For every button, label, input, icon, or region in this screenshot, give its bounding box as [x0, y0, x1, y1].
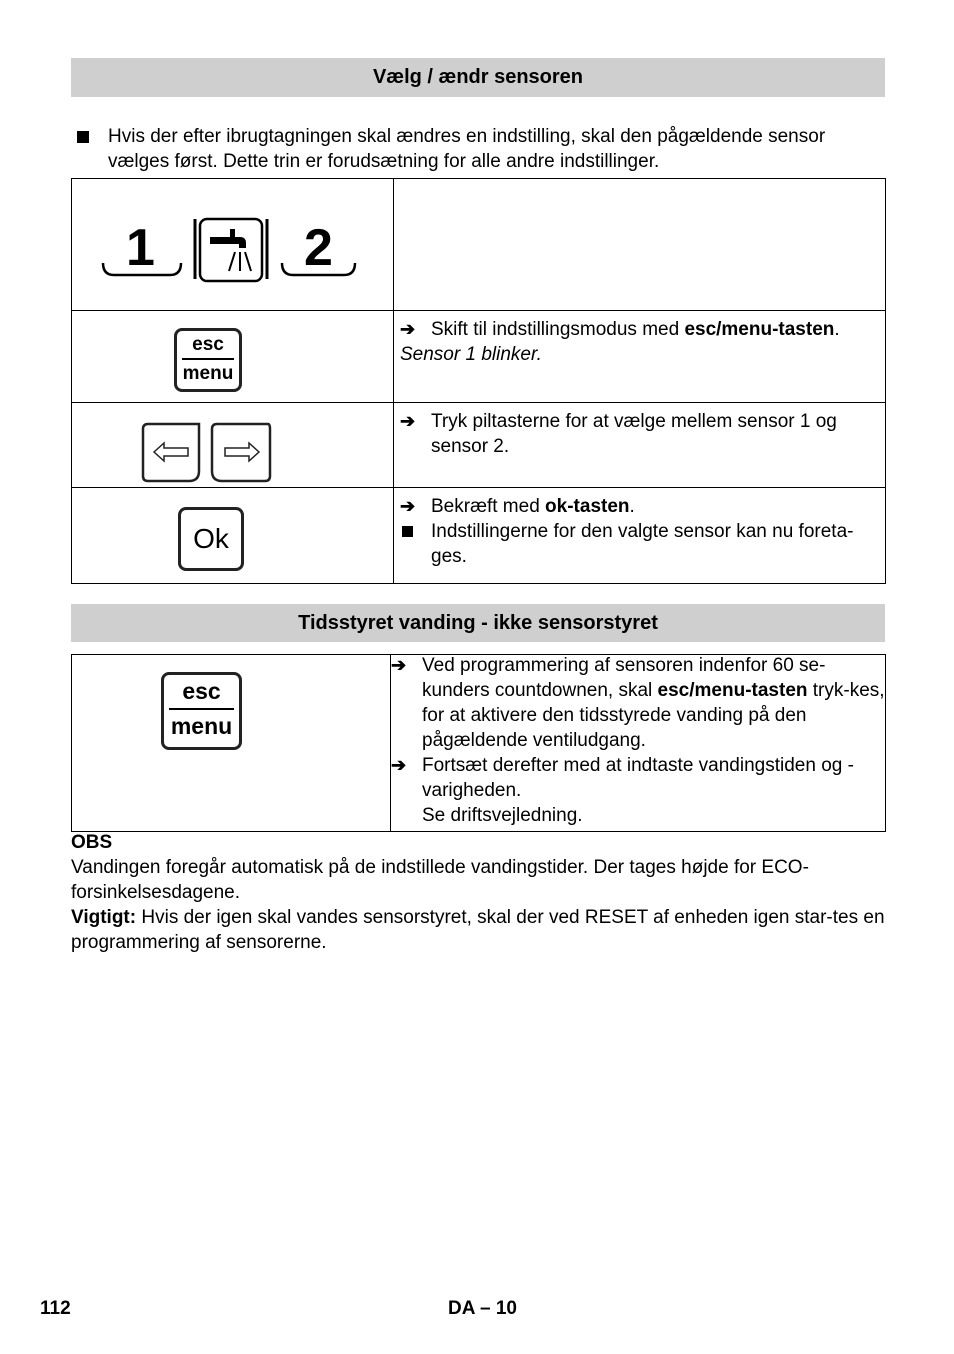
section-title-select-sensor: Vælg / ændr sensoren: [71, 58, 885, 97]
sensor-steps-table: [71, 178, 886, 584]
timed-watering-table: [71, 654, 886, 832]
arrow-right-icon: ➔: [400, 496, 416, 516]
step-enter-times: ➔ Fortsæt derefter med at indtaste vandingstiden og -varigheden. Se driftsvejledning.: [391, 755, 854, 826]
intro-text: Hvis der efter ibrugtagningen skal ændres en indstilling, skal den pågældende sensor vælges først. Dette trin er forudsætning for alle andre indstillinger.: [108, 126, 826, 172]
notes: [71, 830, 885, 955]
table-row: [72, 655, 886, 832]
display-digit-1: 1: [126, 219, 155, 277]
key-cell: [72, 311, 394, 403]
ok-key-icon: Ok: [178, 507, 244, 571]
instruction-cell: [394, 311, 886, 403]
manual-reference: Se driftsvejledning.: [422, 805, 583, 826]
esc-menu-key-icon: esc menu: [174, 328, 242, 392]
page-number: 112: [40, 1298, 71, 1319]
arrow-right-icon: ➔: [391, 655, 407, 675]
arrow-keys-icon: [72, 403, 392, 487]
instruction-cell: [391, 655, 886, 832]
table-row: [72, 488, 886, 584]
display-illustration-cell: [72, 179, 394, 311]
result-sensor-blinks: Sensor 1 blinker.: [400, 344, 542, 365]
esc-menu-key-icon: esc menu: [161, 672, 242, 750]
obs-text: Vandingen foregår automatisk på de indstillede vandingstider. Der tages højde for ECO-forsinkelsesdagene.: [71, 857, 809, 903]
table-row: [72, 403, 886, 488]
step-confirm: ➔ Bekræft med ok-tasten.: [400, 496, 635, 517]
arrow-right-icon: ➔: [400, 319, 416, 339]
obs-label: OBS: [71, 832, 113, 853]
step-select-sensor: ➔ Tryk piltasterne for at vælge mellem sensor 1 og sensor 2.: [400, 411, 837, 457]
instruction-cell: [394, 403, 886, 488]
bullet-square-icon: [77, 131, 89, 143]
section-title-timed-watering: Tidsstyret vanding - ikke sensorstyret: [71, 604, 885, 642]
instruction-cell: [394, 488, 886, 584]
step-activate-timed: ➔ Ved programmering af sensoren indenfor 60 se-kunders countdownen, skal esc/menu-tasten tryk-kes, for at aktivere den tidsstyrede vanding på den pågældende ventiludgang.: [391, 655, 885, 751]
bullet-square-icon: [402, 526, 413, 537]
section-footer: DA – 10: [448, 1298, 517, 1319]
result-settings-available: Indstillingerne for den valgte sensor kan nu foreta-ges.: [400, 519, 885, 569]
key-cell: [72, 655, 391, 832]
display-digit-2: 2: [304, 219, 333, 277]
arrow-right-icon: ➔: [391, 755, 407, 775]
display-description-cell: [394, 179, 886, 311]
key-cell: [72, 488, 394, 584]
table-row: [72, 179, 886, 311]
intro-paragraph: [71, 124, 885, 174]
arrow-right-icon: ➔: [400, 411, 416, 431]
sensor-display-icon: [72, 179, 392, 309]
key-cell: [72, 403, 394, 488]
important-note: Vigtigt: Hvis der igen skal vandes sensorstyret, skal der ved RESET af enheden igen star-tes en programmering af sensorerne.: [71, 907, 885, 953]
step-enter-settings: ➔ Skift til indstillingsmodus med esc/menu-tasten.: [400, 319, 840, 340]
table-row: [72, 311, 886, 403]
